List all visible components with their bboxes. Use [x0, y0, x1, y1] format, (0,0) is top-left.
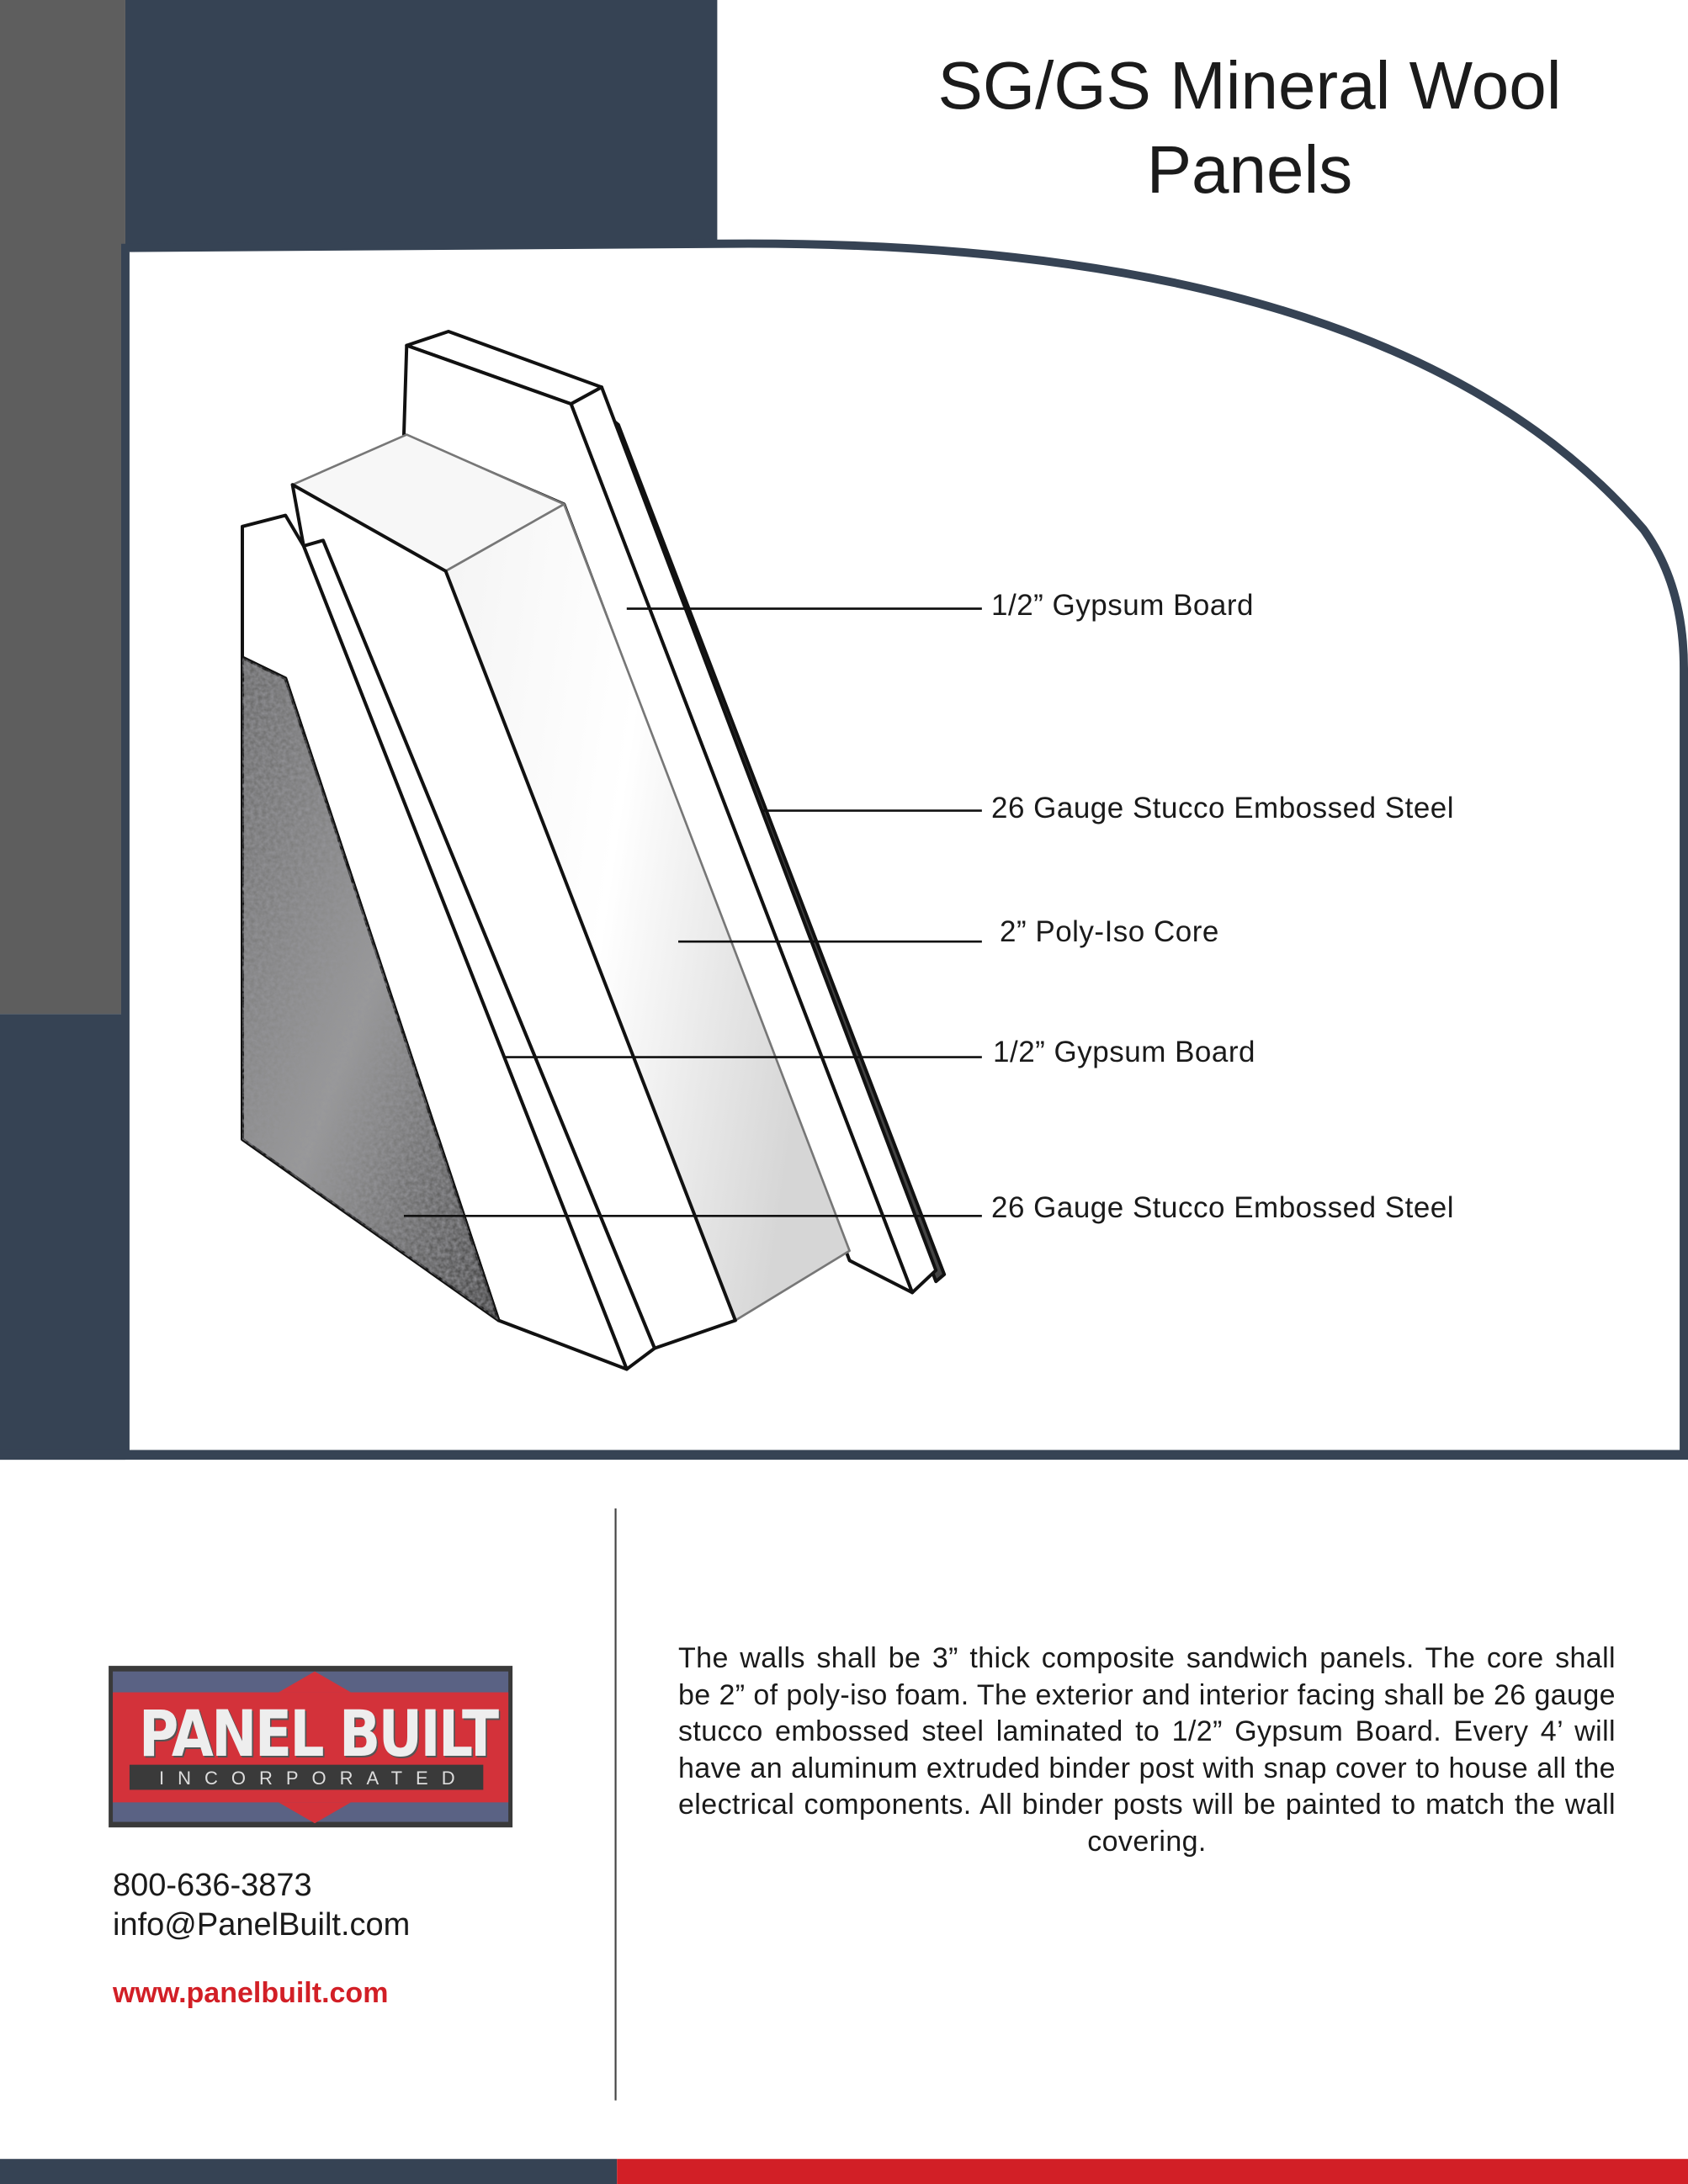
diagram-frame-bottom	[0, 1450, 1688, 1460]
label-front-steel: 26 Gauge Stucco Embossed Steel	[991, 1191, 1455, 1224]
title-line-2: Panels	[1146, 132, 1353, 207]
page-title	[808, 44, 1688, 212]
website-link[interactable]: www.panelbuilt.com	[113, 1977, 389, 2009]
logo-subtitle: INCORPORATED	[159, 1768, 469, 1789]
label-core: 2” Poly-Iso Core	[1000, 915, 1219, 948]
phone-number: 800-636-3873	[113, 1868, 312, 1903]
email-address[interactable]: info@PanelBuilt.com	[113, 1907, 411, 1943]
footer-bar-navy	[0, 2159, 617, 2184]
label-front-gypsum: 1/2” Gypsum Board	[993, 1036, 1255, 1068]
gray-side-strip	[0, 0, 125, 1014]
label-rear-steel: 26 Gauge Stucco Embossed Steel	[991, 792, 1455, 824]
footer-bar-red	[617, 2159, 1688, 2184]
spec-description: The walls shall be 3” thick composite sandwich panels. The core shall be 2” of poly-iso foam. The exterior and interior facing shall be 26 gauge stucco embossed steel laminated to 1/2” Gypsum Board. Every 4’ will have an aluminum extruded binder post with snap cover to house all the electrical components. All binder posts will be painted to match the wall covering.	[678, 1642, 1616, 1858]
logo-name: PANEL BUILT	[139, 1696, 497, 1771]
navy-header-block	[125, 0, 717, 248]
company-logo	[109, 1665, 512, 1826]
title-line-1: SG/GS Mineral Wool	[937, 48, 1562, 123]
navy-side-strip	[0, 1014, 125, 1460]
label-rear-gypsum: 1/2” Gypsum Board	[991, 589, 1254, 622]
